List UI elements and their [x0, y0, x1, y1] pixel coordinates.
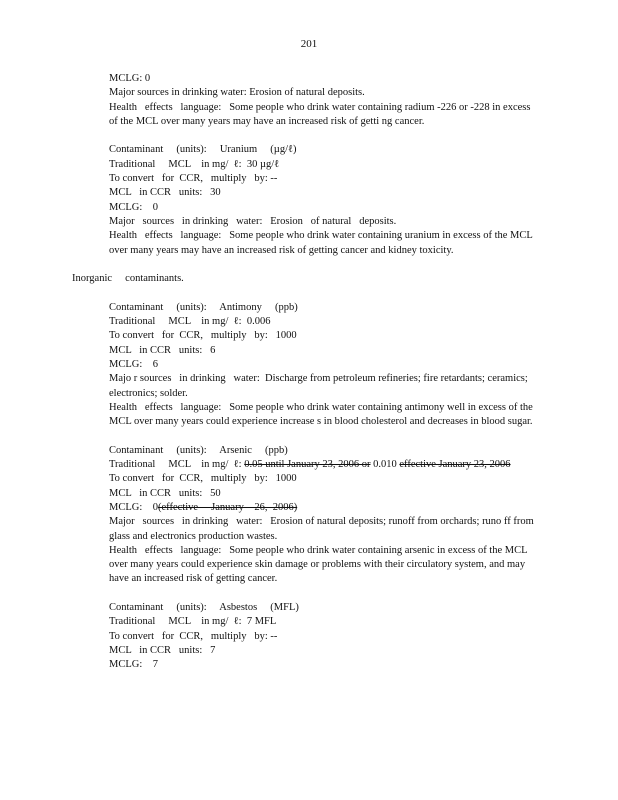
arsenic-contaminant: Contaminant (units): Arsenic (ppb): [109, 444, 288, 456]
uranium-mcl-ccr: MCL in CCR units: 30: [109, 187, 221, 199]
arsenic-traditional-struck-effective: effective January 23, 2006: [399, 459, 511, 471]
page-number: 201: [300, 38, 318, 50]
arsenic-sources-label: Major sources in drinking water:: [109, 516, 263, 528]
arsenic-mcl-ccr: MCL in CCR units: 50: [109, 487, 221, 499]
radium-mclg: MCLG: 0: [109, 73, 151, 84]
asbestos-mclg: MCLG: 7: [109, 659, 159, 671]
arsenic-health: [0, 544, 618, 587]
arsenic-mclg-struck: (effective January 26, 2006): [158, 501, 298, 513]
antimony-convert: To convert for CCR, multiply by: 1000: [109, 330, 297, 342]
antimony-mclg: MCLG: 6: [109, 358, 159, 370]
uranium-health: [0, 229, 618, 258]
antimony-sources-text: Discharge from petroleum refineries; fire retardants; ceramics; electronics; solder.: [109, 373, 528, 399]
arsenic-health-label: Health effects language:: [109, 544, 222, 556]
asbestos-contaminant: Contaminant (units): Asbestos (MFL): [109, 601, 299, 613]
uranium-traditional-mcl: Traditional MCL in mg/ ℓ: 30 µg/ℓ: [109, 158, 280, 170]
arsenic-traditional-value: 0.010: [373, 459, 397, 471]
antimony-mcl-ccr: MCL in CCR units: 6: [109, 344, 216, 356]
antimony-traditional-mcl: Traditional MCL in mg/ ℓ: 0.006: [109, 316, 271, 328]
antimony-sources: [0, 372, 618, 401]
radium-health-label: Health effects language:: [109, 101, 222, 113]
uranium-convert: To convert for CCR, multiply by: --: [109, 173, 278, 185]
uranium-contaminant: Contaminant (units): Uranium (µg/ℓ): [109, 144, 297, 156]
arsenic-traditional-label: Traditional MCL in mg/ ℓ:: [109, 459, 242, 471]
arsenic-mclg-value: MCLG: 0: [109, 501, 159, 513]
arsenic-traditional-mcl: [0, 458, 618, 472]
antimony-sources-label: Majo r sources in drinking water:: [109, 373, 260, 385]
uranium-health-text: Some people who drink water containing uranium in excess of the MCL over many years may have an increased risk of getting cancer and kidney toxicity.: [109, 230, 533, 256]
antimony-health-text: Some people who drink water containing antimony well in excess of the MCL over many years could experience increase s in blood cholesterol and decreases in blood sugar.: [109, 401, 533, 428]
antimony-contaminant: Contaminant (units): Antimony (ppb): [109, 301, 298, 313]
arsenic-sources: [0, 515, 618, 544]
asbestos-traditional-mcl: Traditional MCL in mg/ ℓ: 7 MFL: [109, 616, 277, 628]
radium-health-text: Some people who drink water containing radium -226 or -228 in excess of the MCL over many years may have an increased risk of getti ng cancer.: [109, 101, 531, 127]
arsenic-sources-text: Erosion of natural deposits; runoff from orchards; runo ff from glass and electronics production wastes.: [109, 516, 534, 542]
arsenic-health-text: Some people who drink water containing arsenic in excess of the MCL over many years could experience skin damage or problems with their circulatory system, and may have an increased risk of getting cancer.: [109, 544, 528, 585]
arsenic-traditional-struck: 0.05 until January 23, 2006 or: [244, 459, 371, 471]
asbestos-convert: To convert for CCR, multiply by: --: [109, 630, 278, 642]
uranium-sources: Major sources in drinking water: Erosion of natural deposits.: [109, 215, 397, 227]
uranium-mclg: MCLG: 0: [109, 201, 159, 213]
radium-health: [0, 101, 618, 130]
document-body: [0, 72, 618, 672]
uranium-health-label: Health effects language:: [109, 230, 222, 242]
arsenic-convert: To convert for CCR, multiply by: 1000: [109, 473, 297, 485]
antimony-health-label: Health effects language:: [109, 401, 222, 413]
section-heading-inorganic: Inorganic contaminants.: [72, 273, 184, 285]
asbestos-mcl-ccr: MCL in CCR units: 7: [109, 644, 216, 656]
antimony-health: [0, 401, 618, 430]
arsenic-mclg: [0, 501, 618, 515]
radium-sources: Major sources in drinking water: Erosion of natural deposits.: [109, 87, 365, 99]
